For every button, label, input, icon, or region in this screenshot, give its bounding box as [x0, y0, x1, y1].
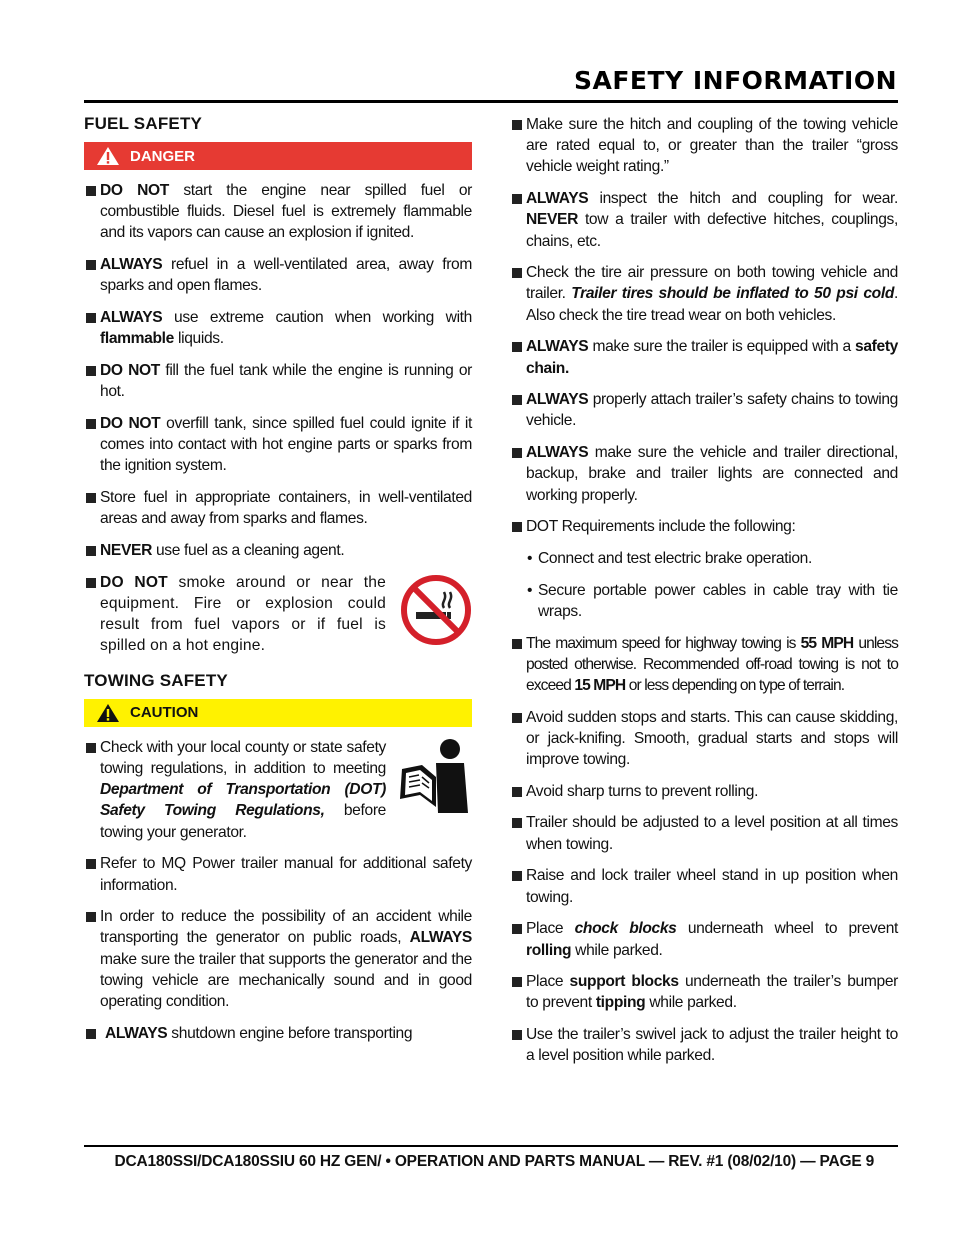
list-item: Check with your local county or state safety towing regulations, in addition to meeting Department of Transportation (DOT) Safety Towing Regulations, before towing your generator.: [84, 737, 386, 843]
footer-rule: [84, 1145, 898, 1147]
left-column: [84, 114, 472, 1055]
page-title: SAFETY INFORMATION: [574, 66, 897, 95]
list-item: DO NOT start the engine near spilled fuel or combustible fluids. Diesel fuel is extremely flammable and its vapors can cause an explosion if ignited.: [84, 180, 472, 244]
fuel-safety-heading: FUEL SAFETY: [84, 114, 203, 133]
list-item: Refer to MQ Power trailer manual for additional safety information.: [84, 853, 472, 895]
header-rule: [84, 100, 898, 103]
danger-banner: [84, 142, 472, 170]
list-item: The maximum speed for highway towing is 55 MPH unless posted otherwise. Recommended off-road towing is not to exceed 15 MPH or less depending on type of terrain.: [510, 633, 898, 697]
list-item: ALWAYS use extreme caution when working with flammable liquids.: [84, 307, 472, 349]
list-item: Check the tire air pressure on both towing vehicle and trailer. Trailer tires should be inflated to 50 psi cold. Also check the tire tread wear on both vehicles.: [510, 262, 898, 326]
list-item: Place support blocks underneath the trailer’s bumper to prevent tipping while parked.: [510, 971, 898, 1013]
right-column: [510, 114, 898, 1077]
list-item: ALWAYS inspect the hitch and coupling for wear. NEVER tow a trailer with defective hitches, couplings, chains, etc.: [510, 188, 898, 252]
list-item: DO NOT smoke around or near the equipment. Fire or explosion could result from fuel vapors or if fuel is spilled on a hot engine.: [84, 572, 386, 657]
warning-triangle-icon: [96, 703, 120, 723]
list-item: ALWAYS make sure the vehicle and trailer directional, backup, brake and trailer lights are connected and working properly.: [510, 442, 898, 506]
caution-banner: [84, 699, 472, 727]
regulations-item-row: [84, 737, 472, 854]
list-item: Store fuel in appropriate containers, in well-ventilated areas and away from sparks and flames.: [84, 487, 472, 529]
list-item: DO NOT overfill tank, since spilled fuel could ignite if it comes into contact with hot engine parts or sparks from the ignition system.: [84, 413, 472, 477]
dot-sub-item: • Secure portable power cables in cable tray with tie wraps.: [527, 581, 898, 620]
caution-label: CAUTION: [130, 704, 199, 722]
list-item: ALWAYS shutdown engine before transporting: [84, 1023, 472, 1044]
list-item: Use the trailer’s swivel jack to adjust the trailer height to a level position while parked.: [510, 1024, 898, 1066]
list-item: Place chock blocks underneath wheel to prevent rolling while parked.: [510, 918, 898, 960]
list-item: Raise and lock trailer wheel stand in up position when towing.: [510, 865, 898, 907]
towing-safety-heading: TOWING SAFETY: [84, 670, 228, 690]
list-item: NEVER use fuel as a cleaning agent.: [84, 540, 472, 561]
warning-triangle-icon: [96, 146, 120, 166]
dot-sub-item: • Connect and test electric brake operation.: [527, 549, 812, 567]
list-item: ALWAYS properly attach trailer’s safety chains to towing vehicle.: [510, 389, 898, 431]
list-item: Make sure the hitch and coupling of the towing vehicle are rated equal to, or greater than the trailer “gross vehicle weight rating.”: [510, 114, 898, 178]
list-item: ALWAYS make sure the trailer is equipped with a safety chain.: [510, 336, 898, 378]
no-smoking-item-row: [84, 572, 472, 667]
list-item: DOT Requirements include the following:: [510, 516, 898, 537]
no-smoking-icon: [400, 574, 472, 646]
danger-label: DANGER: [130, 147, 196, 165]
list-item: Trailer should be adjusted to a level position at all times when towing.: [510, 812, 898, 854]
list-item: Avoid sudden stops and starts. This can cause skidding, or jack-knifing. Smooth, gradual starts and stops will improve towing.: [510, 707, 898, 771]
read-manual-icon: [392, 737, 472, 815]
page-footer: DCA180SSI/DCA180SSIU 60 HZ GEN/ • OPERATION AND PARTS MANUAL — REV. #1 (08/02/10) — PAGE 9: [114, 1153, 874, 1170]
list-item: DO NOT fill the fuel tank while the engine is running or hot.: [84, 360, 472, 402]
list-item: Avoid sharp turns to prevent rolling.: [510, 781, 898, 802]
list-item: In order to reduce the possibility of an accident while transporting the generator on public roads, ALWAYS make sure the trailer that supports the generator and the towing vehicle are mechanically sound and in good operating condition.: [84, 906, 472, 1012]
list-item: ALWAYS refuel in a well-ventilated area, away from sparks and open flames.: [84, 254, 472, 296]
